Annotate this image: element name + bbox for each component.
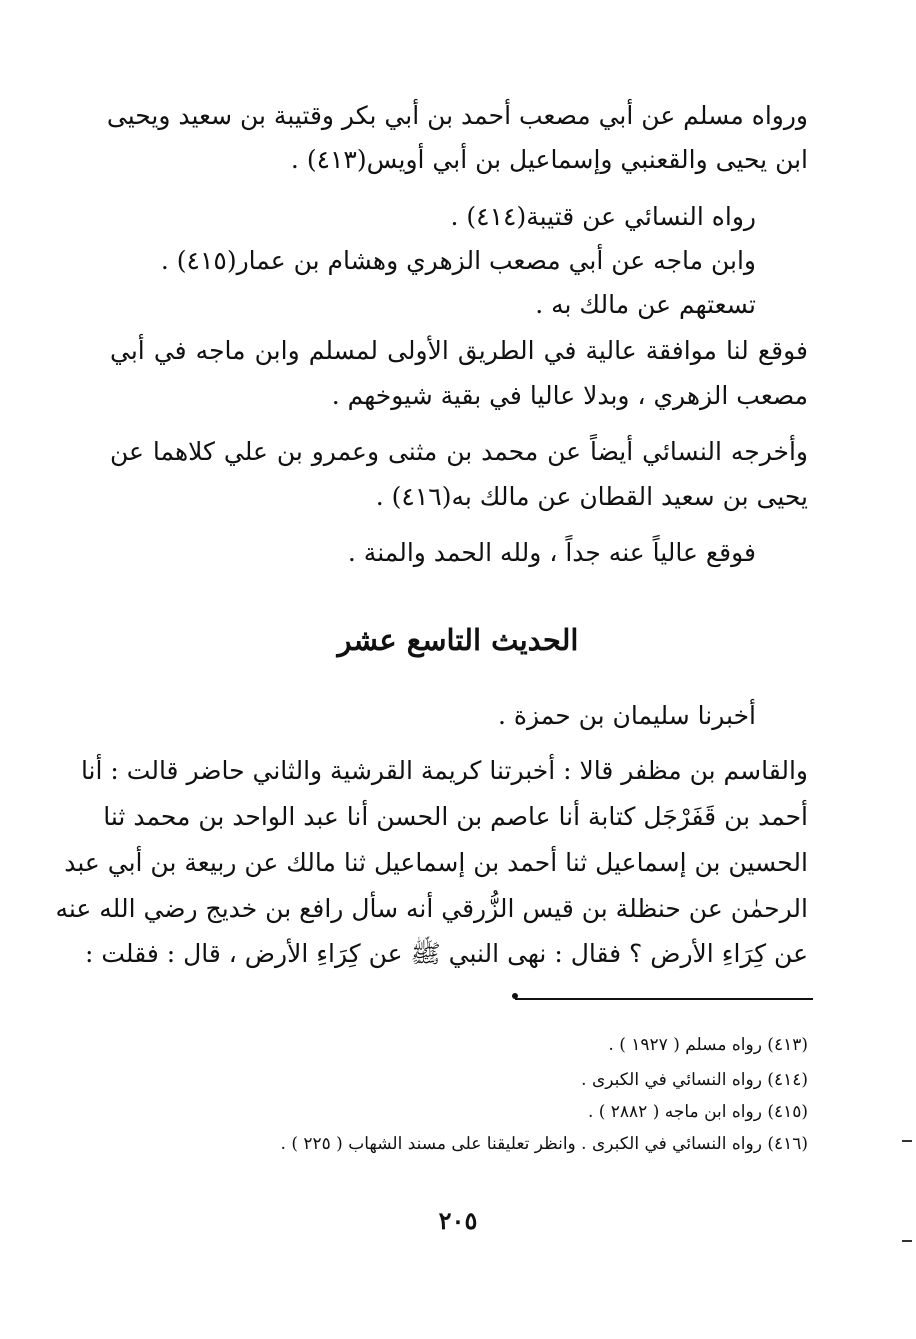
text-line: مصعب الزهري ، وبدلا عاليا في بقية شيوخهم . bbox=[331, 381, 808, 410]
footnote: (٤١٣) رواه مسلم ( ١٩٢٧ ) . bbox=[608, 1035, 808, 1055]
text-line: أخبرنا سليمان بن حمزة . bbox=[497, 701, 756, 730]
text-line: عن كِرَاءِ الأرض ؟ فقال : نهى النبي ﷺ عن كِرَاءِ الأرض ، قال : فقلت : bbox=[85, 939, 808, 968]
text-line: تسعتهم عن مالك به . bbox=[535, 290, 756, 319]
text-line: وأخرجه النسائي أيضاً عن محمد بن مثنى وعمرو بن علي كلاهما عن bbox=[110, 437, 808, 466]
text-line: الحسين بن إسماعيل ثنا أحمد بن إسماعيل ثنا مالك عن ربيعة بن أبي عبد bbox=[64, 848, 808, 877]
text-line: ورواه مسلم عن أبي مصعب أحمد بن أبي بكر وقتيبة بن سعيد ويحيى bbox=[106, 101, 808, 130]
footnote-separator bbox=[515, 998, 813, 1000]
text-line: فوقع عالياً عنه جداً ، ولله الحمد والمنة . bbox=[347, 538, 756, 567]
page-number: ٢٠٥ bbox=[438, 1206, 478, 1235]
text-line: ابن يحيى والقعنبي وإسماعيل بن أبي أويس(٤١٣) . bbox=[290, 145, 808, 174]
footnote: (٤١٥) رواه ابن ماجه ( ٢٨٨٢ ) . bbox=[587, 1102, 808, 1122]
text-line: رواه النسائي عن قتيبة(٤١٤) . bbox=[450, 202, 756, 231]
scan-mark bbox=[902, 1240, 912, 1242]
footnote-separator-dot bbox=[512, 993, 518, 999]
text-line: الرحمٰن عن حنظلة بن قيس الزُّرقي أنه سأل رافع بن خديج رضي الله عنه bbox=[55, 894, 808, 923]
text-line: والقاسم بن مظفر قالا : أخبرتنا كريمة القرشية والثاني حاضر قالت : أنا bbox=[80, 756, 808, 785]
scan-mark bbox=[902, 1140, 912, 1142]
footnote: (٤١٤) رواه النسائي في الكبرى . bbox=[581, 1070, 808, 1090]
footnote: (٤١٦) رواه النسائي في الكبرى . وانظر تعليقنا على مسند الشهاب ( ٢٢٥ ) . bbox=[280, 1134, 808, 1154]
text-line: فوقع لنا موافقة عالية في الطريق الأولى لمسلم وابن ماجه في أبي bbox=[110, 336, 808, 365]
text-line: وابن ماجه عن أبي مصعب الزهري وهشام بن عمار(٤١٥) . bbox=[160, 246, 756, 275]
text-line: أحمد بن قَفَرْجَل كتابة أنا عاصم بن الحسن أنا عبد الواحد بن محمد ثنا bbox=[103, 802, 808, 831]
text-line: يحيى بن سعيد القطان عن مالك به(٤١٦) . bbox=[375, 482, 808, 511]
section-heading: الحديث التاسع عشر bbox=[337, 623, 579, 657]
